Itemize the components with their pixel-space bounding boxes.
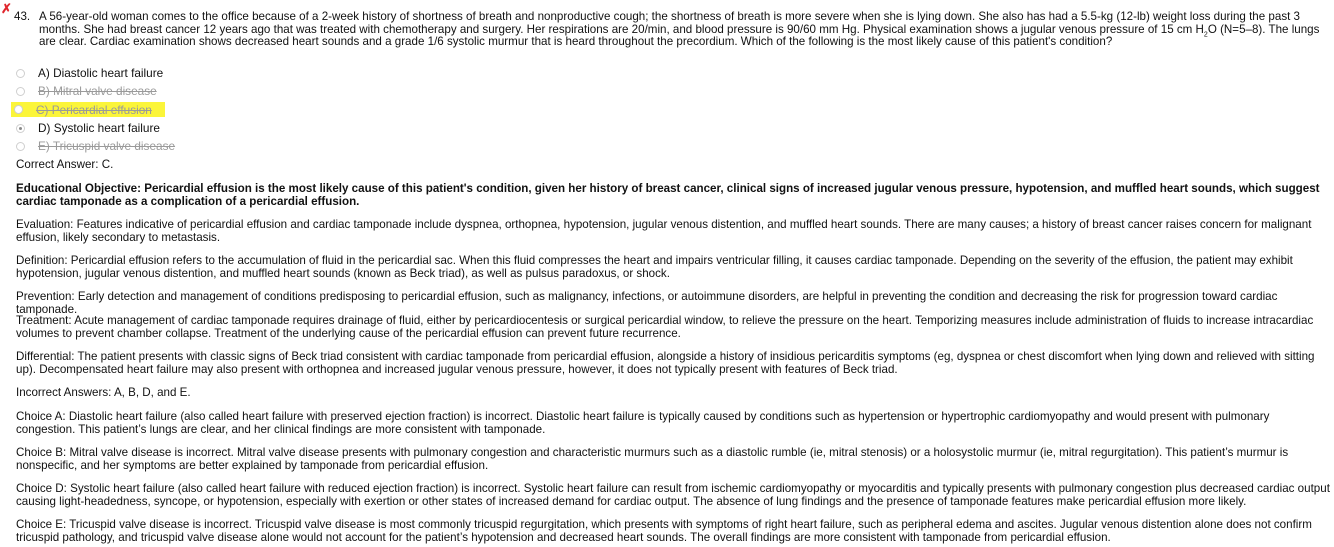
evaluation-paragraph: Evaluation: Features indicative of pericardial effusion and cardiac tamponade include dyspnea, orthopnea, hypotension, jugular venous distention, and muffled heart sounds. There are many causes; a history of breast cancer raises concern for malignant effusion, likely secondary to metastasis. bbox=[16, 218, 1312, 244]
option-a-radio[interactable] bbox=[16, 69, 25, 78]
choice-e-explanation: Choice E: Tricuspid valve disease is incorrect. Tricuspid valve disease is most commonly tricuspid regurgitation, which presents with symptoms of right heart failure, such as peripheral edema and ascites. Jugular venous distention alone does not confirm tricuspid pathology, and tricuspid valve disease alone would not account for the patient’s hypotension and decreased heart sounds. The overall findings are more consistent with tamponade from pericardial effusion. bbox=[16, 518, 1312, 544]
option-e-radio[interactable] bbox=[16, 142, 25, 151]
option-e[interactable] bbox=[14, 138, 414, 156]
option-e-label: E) Tricuspid valve disease bbox=[38, 139, 176, 154]
prevention-paragraph: Prevention: Early detection and management of conditions predisposing to pericardial effusion, such as malignancy, infections, or autoimmune disorders, are helpful in preventing the condition and decreasing the risk for progression toward cardiac tamponade. bbox=[16, 290, 1278, 316]
incorrect-answers: Incorrect Answers: A, B, D, and E. bbox=[16, 386, 191, 399]
option-b[interactable] bbox=[14, 82, 414, 100]
option-b-label: B) Mitral valve disease bbox=[38, 84, 157, 99]
question-stem bbox=[14, 11, 1324, 49]
incorrect-x-icon: ✗ bbox=[1, 1, 12, 16]
option-a-label: A) Diastolic heart failure bbox=[38, 65, 164, 80]
choice-d-explanation: Choice D: Systolic heart failure (also called heart failure with reduced ejection fraction) is incorrect. Systolic heart failure can result from ischemic cardiomyopathy or myocarditis and typically presents with pulmonary congestion plus decreased cardiac output causing light-headedness, syncope, or hypotension, especially with exertion or other states of increased demand for cardiac output. The absence of lung findings and the presence of tamponade features make pericardial effusion more likely. bbox=[16, 482, 1330, 508]
option-d-label: D) Systolic heart failure bbox=[38, 121, 160, 136]
option-c[interactable] bbox=[14, 101, 414, 119]
treatment-paragraph: Treatment: Acute management of cardiac tamponade requires drainage of fluid, either by pericardiocentesis or surgical pericardial window, to relieve the pressure on the heart. Temporizing measures include administration of fluids to increase intracardiac volumes to prevent chamber collapse. Treatment of the underlying cause of the pericardial effusion can prevent future recurrence. bbox=[16, 314, 1314, 340]
option-a[interactable] bbox=[14, 64, 414, 82]
correct-answer: Correct Answer: C. bbox=[16, 158, 114, 171]
question-text: A 56-year-old woman comes to the office because of a 2-week history of shortness of breath and nonproductive cough; the shortness of breath is more severe when she is lying down. She also has had a 5.5-kg (12-lb) weight loss during the past 3 months. She had breast cancer 12 years ago that was treated with chemotherapy and surgery. Her respirations are 20/min, and blood pressure is 90/60 mm Hg. Physical examination shows a jugular venous pressure of 15 cm $H_2O$ (N=5–8). The lungs are clear. Cardiac examination shows decreased heart sounds and a grade 1/6 systolic murmur that is heard throughout the precordium. Which of the following is the most likely cause of this patient's condition? bbox=[39, 10, 1320, 49]
choice-b-explanation: Choice B: Mitral valve disease is incorrect. Mitral valve disease presents with pulmonary congestion and characteristic murmurs such as a diastolic rumble (ie, mitral stenosis) or a holosystolic murmur (ie, mitral regurgitation). This patient’s murmur is nonspecific, and her symptoms are better explained by tamponade from pericardial effusion. bbox=[16, 446, 1289, 472]
educational-objective: Educational Objective: Pericardial effusion is the most likely cause of this patient's condition, given her history of breast cancer, clinical signs of increased jugular venous pressure, hypotension, and muffled heart sounds, which suggest cardiac tamponade as a complication of a pericardial effusion. bbox=[16, 182, 1320, 208]
option-c-highlight bbox=[11, 102, 165, 117]
choice-a-explanation: Choice A: Diastolic heart failure (also called heart failure with preserved ejection fraction) is incorrect. Diastolic heart failure is typically caused by conditions such as hypertension or hypertrophic cardiomyopathy and would present with pulmonary congestion. This patient’s lungs are clear, and her clinical findings are more consistent with tamponade. bbox=[16, 410, 1270, 436]
option-b-radio[interactable] bbox=[16, 87, 25, 96]
differential-paragraph: Differential: The patient presents with classic signs of Beck triad consistent with cardiac tamponade from pericardial effusion, alongside a history of insidious pericarditis symptoms (eg, dyspnea or chest discomfort when lying down and relieved with sitting up). Decompensated heart failure may also present with orthopnea and increased jugular venous pressure, however, it does not typically present with features of Beck triad. bbox=[16, 350, 1315, 376]
option-d-radio[interactable] bbox=[16, 124, 25, 133]
option-c-radio[interactable] bbox=[14, 105, 23, 114]
answer-options bbox=[14, 64, 414, 156]
question-number: 43. bbox=[14, 10, 31, 23]
definition-paragraph: Definition: Pericardial effusion refers to the accumulation of fluid in the pericardial sac. When this fluid compresses the heart and impairs ventricular filling, it causes cardiac tamponade. Depending on the severity of the effusion, the patient may exhibit hypotension, jugular venous distention, and muffled heart sounds (known as Beck triad), as well as pulsus paradoxus, or shock. bbox=[16, 254, 1293, 280]
option-d[interactable] bbox=[14, 119, 414, 137]
option-c-label: C) Pericardial effusion bbox=[36, 102, 152, 117]
